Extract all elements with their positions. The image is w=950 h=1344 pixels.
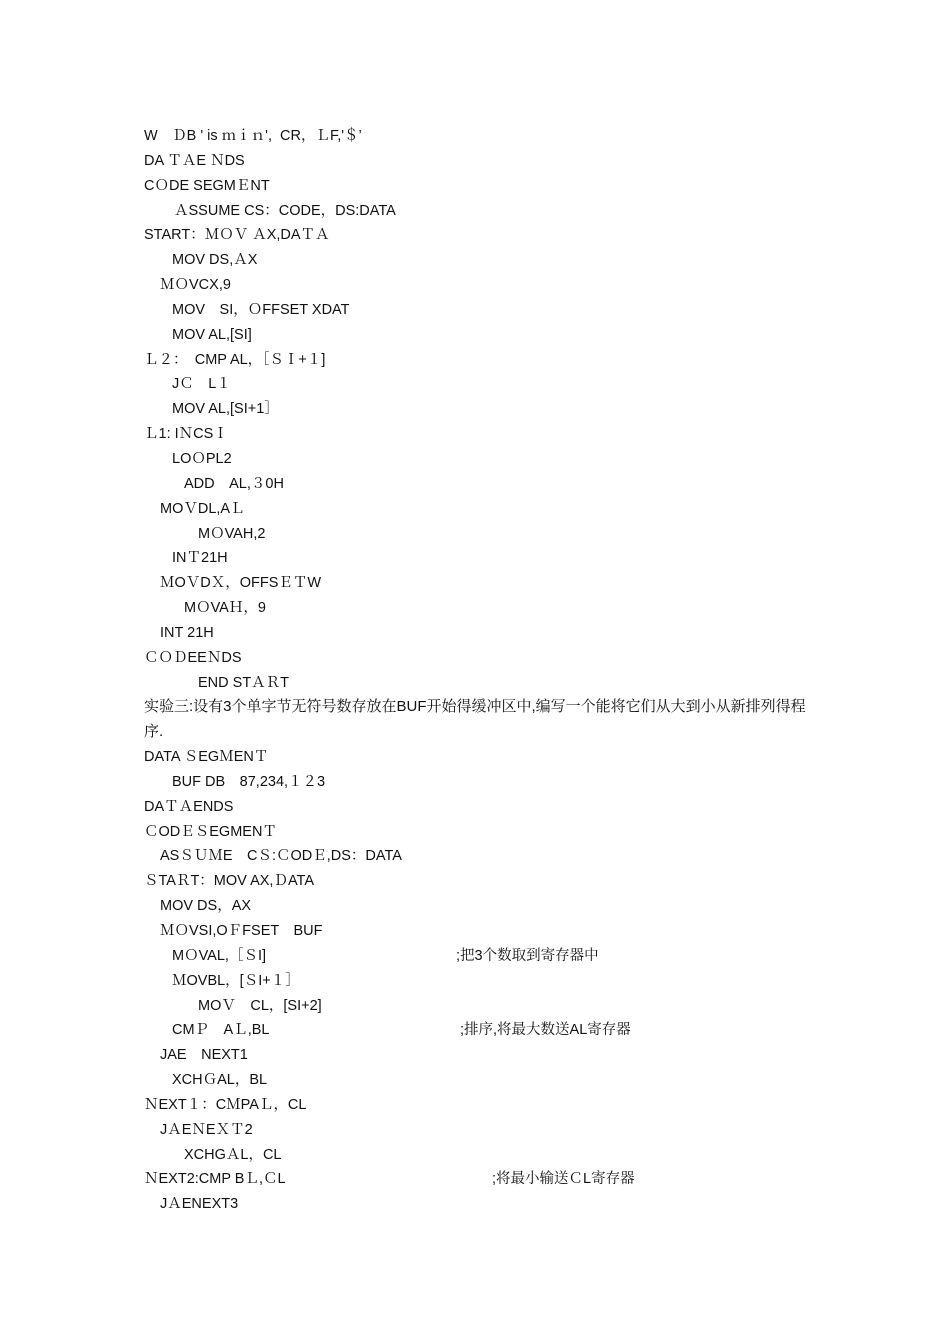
- code-comment: ;把3个数取到寄存器中: [456, 947, 599, 964]
- code-line: [144, 1093, 824, 1118]
- code-text: Ｌ1: IＮCSＩ: [144, 426, 228, 443]
- code-text: ＣＯＤEEＮDS: [144, 649, 242, 666]
- code-text: ＭOVBL，[ＳI+１］: [172, 972, 300, 989]
- code-text: ＭＯVCX,9: [160, 277, 231, 294]
- code-text: ＳTAＲT：MOV AX,ＤATA: [144, 873, 314, 890]
- code-line: [144, 745, 824, 770]
- code-line: [144, 422, 824, 447]
- code-comment: ;将最小输送ＣL寄存器: [492, 1171, 635, 1188]
- code-line: [144, 497, 824, 522]
- code-text: JＡEＮEＸＴ2: [160, 1121, 253, 1138]
- code-line: [144, 1018, 824, 1043]
- code-text: ＡSSUME CS：CODE，DS:DATA: [174, 202, 396, 219]
- code-text: XCHGＡL，CL: [184, 1146, 282, 1163]
- code-text: DA ＴＡE ＮDS: [144, 152, 245, 169]
- code-text: Ｌ２： CMP AL，［ＳＩ+１]: [144, 351, 326, 368]
- code-text: ＮEXT2:CMP BＬ,ＣL: [144, 1171, 286, 1188]
- code-line: [144, 149, 824, 174]
- code-text: START：ＭＯＶ ＡX,DAＴＡ: [144, 227, 330, 244]
- code-line: [144, 646, 824, 671]
- code-line: [144, 298, 824, 323]
- code-text: CＯDE SEGMＥNT: [144, 177, 270, 194]
- code-line: [144, 969, 824, 994]
- code-line: [144, 348, 824, 373]
- code-line: [144, 522, 824, 547]
- code-text: DAＴＡENDS: [144, 798, 234, 815]
- code-text: JＣ L１: [172, 376, 231, 393]
- code-text: ＭOＶDＸ，OFFSＥＴW: [160, 575, 322, 592]
- code-text: ASＳＵＭE CＳ:ＣODＥ,DS：DATA: [160, 848, 402, 865]
- code-text: INＴ21H: [172, 550, 228, 567]
- code-line: [144, 596, 824, 621]
- code-text: DATA ＳEGＭENＴ: [144, 749, 269, 766]
- code-line: [144, 894, 824, 919]
- code-line: [144, 174, 824, 199]
- code-text: MOV AL,[SI+1］: [172, 401, 279, 418]
- code-text: MOV DS，AX: [160, 898, 252, 915]
- code-line: [144, 1167, 824, 1192]
- code-line: [144, 223, 824, 248]
- code-line: [144, 621, 824, 646]
- code-line: [144, 919, 824, 944]
- code-line: [144, 472, 824, 497]
- code-text: BUF DB 87,234,１２3: [172, 773, 326, 790]
- document-body: [144, 124, 824, 1217]
- code-text: ＮEXT１：CＭPAＬ，CL: [144, 1096, 307, 1113]
- code-text: MＯVAL,［ＳI]: [172, 947, 266, 964]
- code-line: [144, 869, 824, 894]
- code-line: [144, 770, 824, 795]
- code-line: [144, 124, 824, 149]
- code-text: INT 21H: [160, 624, 214, 641]
- code-text: ＭＯVSI,OＦFSET BUF: [160, 923, 323, 939]
- code-line: [144, 397, 824, 422]
- code-line: [144, 671, 824, 696]
- code-line: [144, 199, 824, 224]
- code-line: [144, 795, 824, 820]
- code-text: JＡENEXT3: [160, 1196, 239, 1213]
- code-text: END STＡＲT: [198, 674, 290, 691]
- code-text: LOＯPL2: [172, 450, 232, 467]
- code-line: [144, 1043, 824, 1068]
- code-text: MＯVAＨ，9: [184, 600, 266, 617]
- code-line: [144, 372, 824, 397]
- code-text: MＯVAH,2: [198, 525, 266, 542]
- code-comment: ;排序,将最大数送AL寄存器: [460, 1022, 631, 1039]
- code-text: MOV SI，ＯFFSET XDAT: [172, 301, 350, 318]
- code-text: CMＰ AＬ,BL: [172, 1022, 270, 1039]
- code-text: MOＶ CL，[SI+2]: [198, 997, 322, 1014]
- code-line: [144, 273, 824, 298]
- code-line: [144, 944, 824, 969]
- code-line: [144, 1118, 824, 1143]
- code-line: [144, 1192, 824, 1217]
- code-line: [144, 323, 824, 348]
- code-text: W ＤB ' is ｍｉｎ', CR，ＬF,'＄’: [144, 128, 362, 144]
- code-line: [144, 1143, 824, 1168]
- code-line: [144, 844, 824, 869]
- code-text: ＣODＥＳEGMENＴ: [144, 823, 277, 840]
- code-line: [144, 1068, 824, 1093]
- code-text: XCHＧAL，BL: [172, 1072, 268, 1089]
- code-line: [144, 994, 824, 1019]
- code-line: [144, 546, 824, 571]
- code-text: JAE NEXT1: [160, 1047, 248, 1064]
- code-text: MOV AL,[SI]: [172, 326, 252, 343]
- experiment-description: 实验三:设有3个单字节无符号数存放在BUF开始得缓冲区中,编写一个能将它们从大到小从新排列得程序.: [144, 698, 806, 741]
- code-line: [144, 248, 824, 273]
- code-text: MOV DS,ＡX: [172, 252, 258, 269]
- code-line: [144, 447, 824, 472]
- code-text: ADD AL,３0H: [184, 475, 284, 492]
- code-line: [144, 571, 824, 596]
- code-line: [144, 820, 824, 845]
- code-text: MOＶDL,AＬ: [160, 500, 245, 517]
